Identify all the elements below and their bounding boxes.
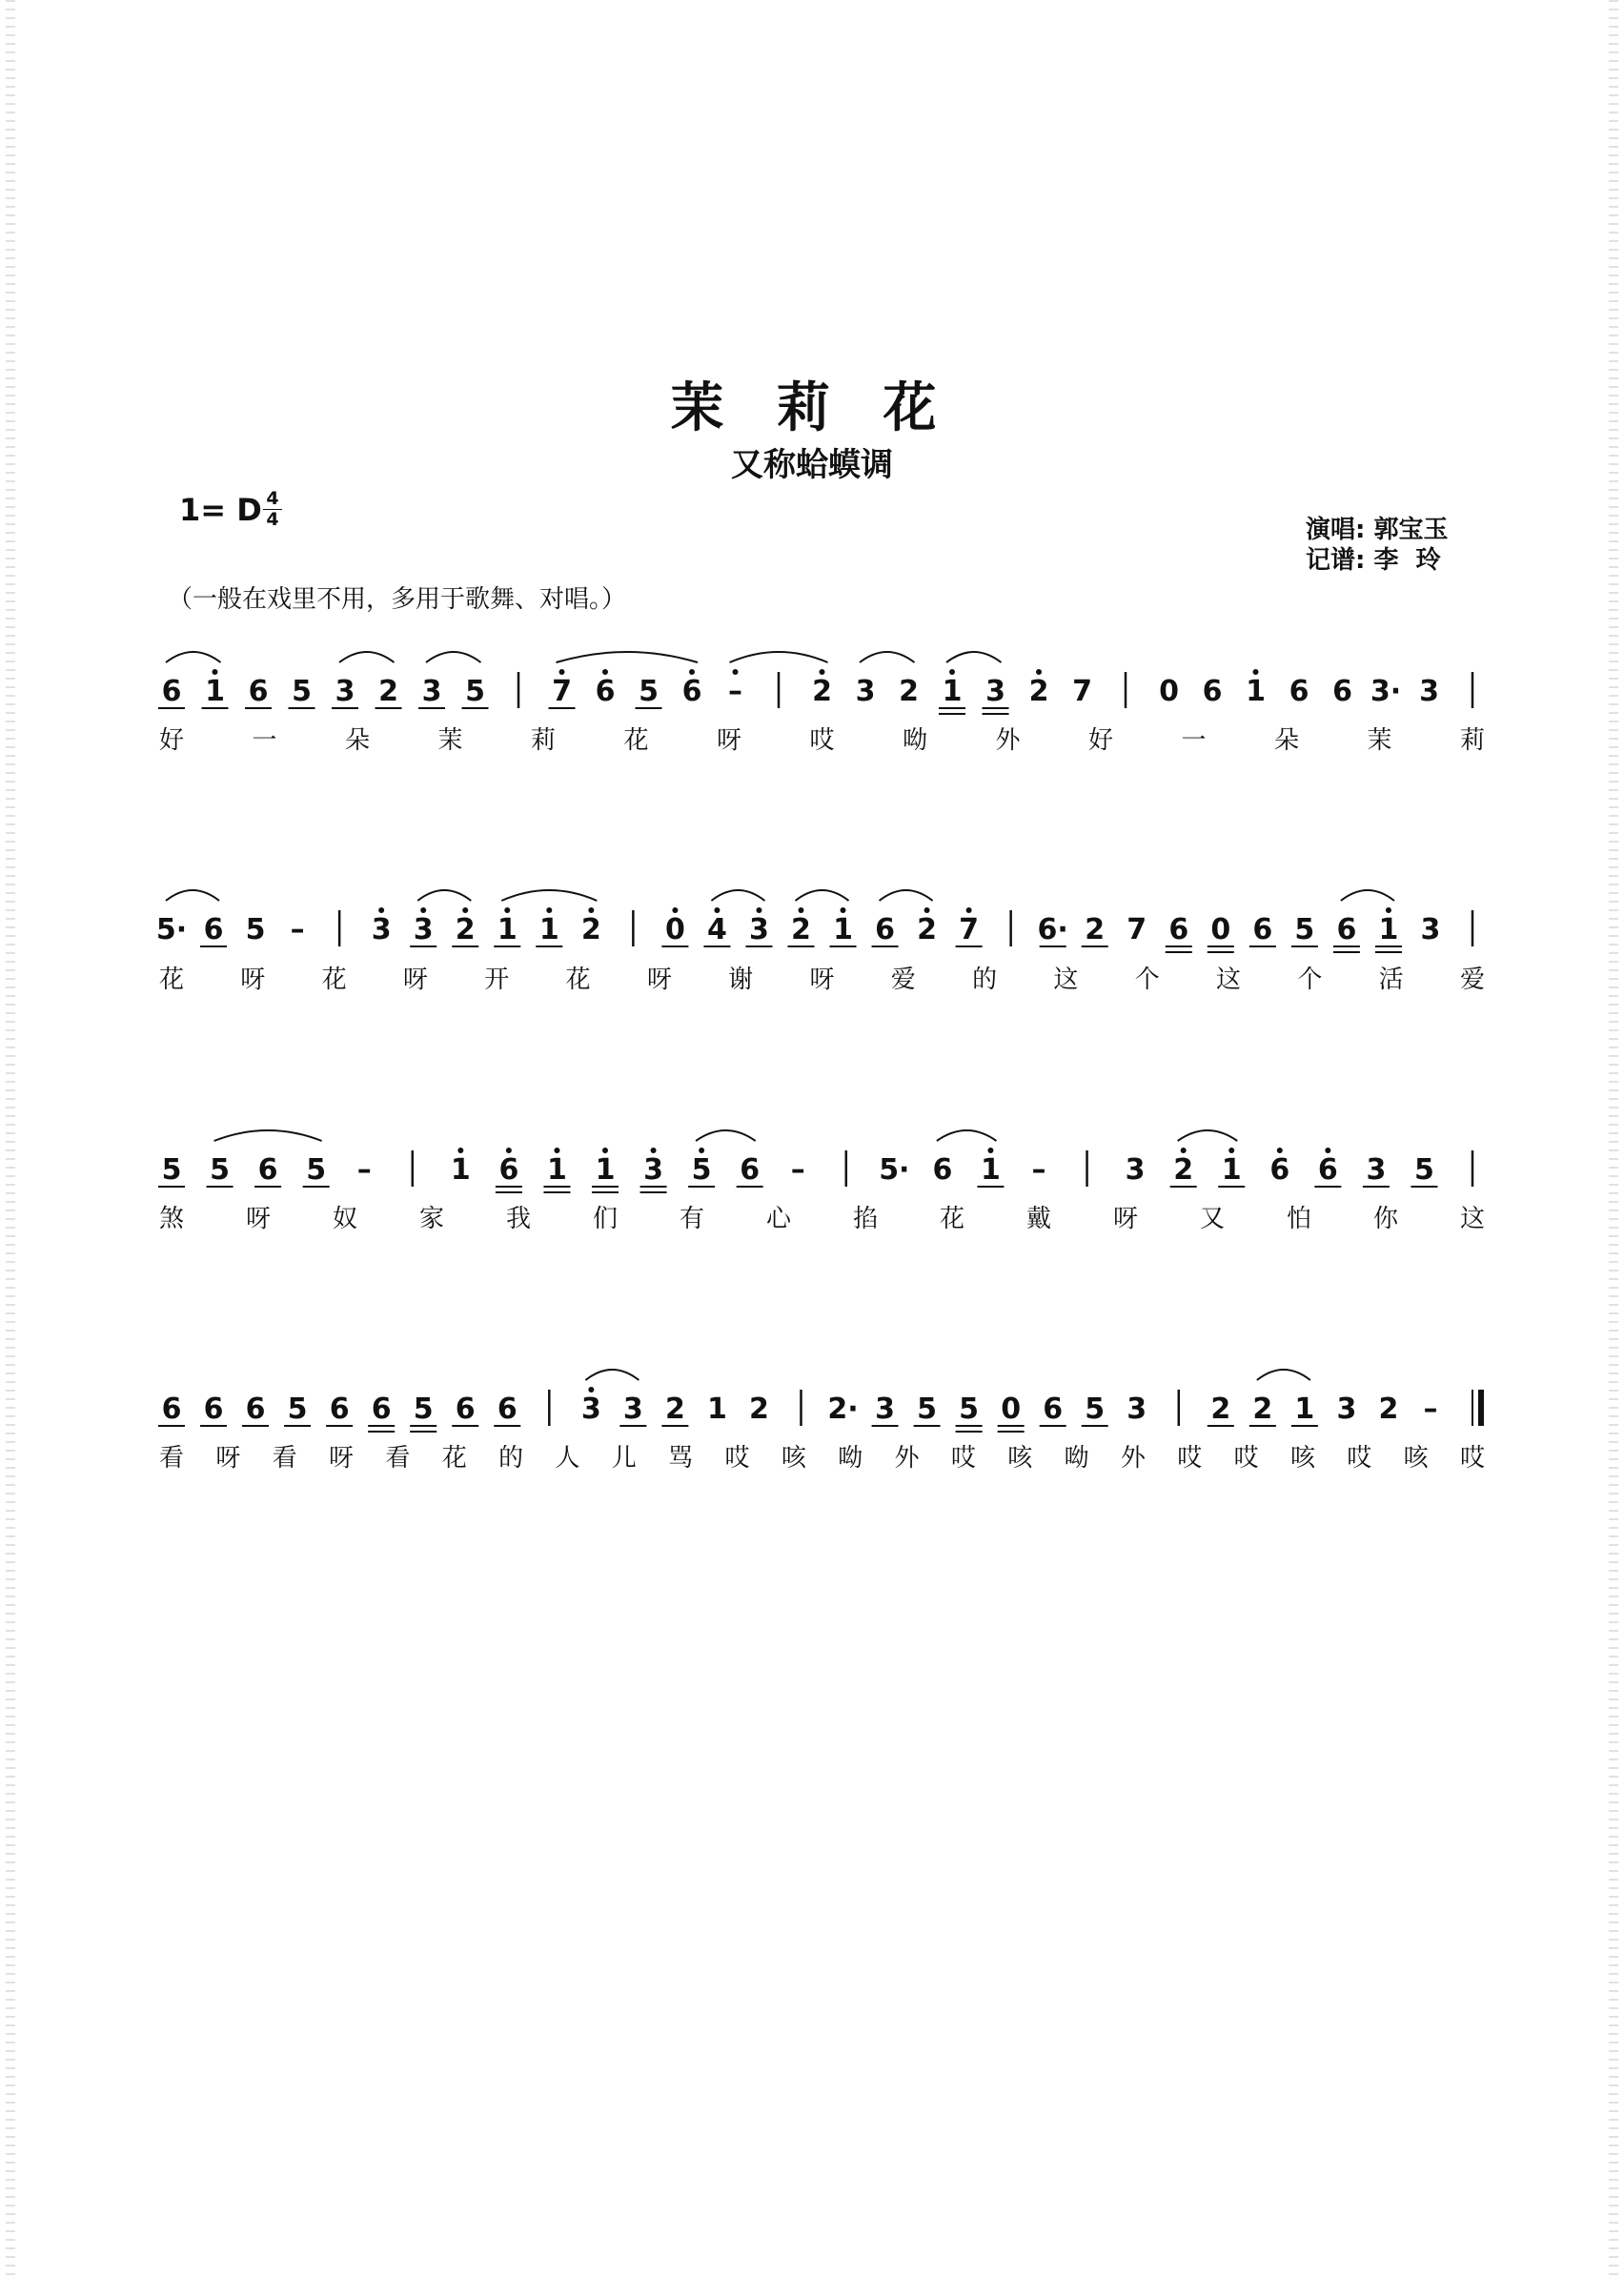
slur xyxy=(795,890,848,901)
jianpu-note: 6 xyxy=(932,1153,953,1187)
lyric-char: 哎 xyxy=(1347,1444,1372,1473)
octave-dot xyxy=(588,907,594,913)
jianpu-note: 1 xyxy=(595,1153,616,1187)
lyric-char: 呀 xyxy=(809,966,835,994)
jianpu-note: 6 xyxy=(498,1153,519,1187)
slur xyxy=(339,652,395,662)
lyric-char: 你 xyxy=(1372,1205,1399,1233)
jianpu-note: 6 xyxy=(1202,675,1223,708)
lyric-char: 外 xyxy=(995,726,1021,755)
octave-dot xyxy=(924,907,930,913)
lyric-char: 怕 xyxy=(1286,1205,1312,1233)
lyric-char: 花 xyxy=(623,726,649,755)
jianpu-note: 2 xyxy=(1378,1393,1399,1426)
jianpu-note: 5 xyxy=(691,1153,712,1187)
jianpu-note: 1 xyxy=(547,1153,567,1187)
slur xyxy=(166,652,221,662)
jianpu-note: 6 xyxy=(161,675,182,708)
jianpu-note: 6 xyxy=(1043,1393,1064,1426)
jianpu-note: 5· xyxy=(879,1153,910,1187)
slur xyxy=(1257,1370,1310,1380)
jianpu-note: 3· xyxy=(1370,675,1402,708)
jianpu-note: 2 xyxy=(791,913,811,946)
octave-dot xyxy=(588,1387,594,1393)
jianpu-note: 5 xyxy=(210,1153,230,1187)
jianpu-note: 1 xyxy=(981,1153,1001,1187)
octave-dot xyxy=(420,907,426,913)
octave-dot xyxy=(506,1148,512,1153)
jianpu-note: 1 xyxy=(706,1393,727,1426)
lyric-char: 儿 xyxy=(611,1444,637,1473)
jianpu-note: 3 xyxy=(371,913,392,946)
lyric-char: 看 xyxy=(158,1444,185,1473)
lyric-char: 哎 xyxy=(809,726,835,755)
lyric-char: 哎 xyxy=(950,1444,976,1473)
octave-dot xyxy=(462,907,468,913)
lyric-char: 茉 xyxy=(1367,726,1392,755)
jianpu-note: 2 xyxy=(917,913,938,946)
jianpu-note: 3 xyxy=(1419,675,1439,708)
lyric-char: 朵 xyxy=(1273,726,1300,755)
octave-dot xyxy=(651,1148,657,1153)
lyric-char: 莉 xyxy=(530,726,557,755)
lyric-char: 莉 xyxy=(1459,726,1486,755)
jianpu-note: 3 xyxy=(413,913,434,946)
jianpu-note: 7 xyxy=(552,675,572,708)
octave-dot xyxy=(756,907,761,913)
octave-dot xyxy=(672,907,678,913)
octave-dot xyxy=(841,907,846,913)
jianpu-note: 0 xyxy=(1001,1393,1022,1426)
lyric-char: 奴 xyxy=(332,1205,358,1233)
jianpu-note: 3 xyxy=(1366,1153,1387,1187)
lyric-char: 心 xyxy=(765,1205,792,1233)
lyric-char: 花 xyxy=(321,966,347,994)
lyric-char: 的 xyxy=(972,966,998,994)
octave-dot xyxy=(1325,1148,1330,1153)
lyric-char: 开 xyxy=(484,966,510,994)
jianpu-note: 5 xyxy=(465,675,485,708)
octave-dot xyxy=(1181,1148,1187,1153)
jianpu-note: 6 xyxy=(1252,913,1273,946)
jianpu-note: – xyxy=(1031,1153,1046,1187)
octave-dot xyxy=(504,907,510,913)
lyric-char: 呀 xyxy=(646,966,672,994)
lyric-char: 花 xyxy=(441,1444,467,1473)
lyric-char: 呀 xyxy=(245,1205,272,1233)
jianpu-note: 6 xyxy=(1317,1153,1338,1187)
jianpu-note: 2 xyxy=(749,1393,769,1426)
lyric-char: 花 xyxy=(565,966,591,994)
lyric-char: 呀 xyxy=(329,1444,355,1473)
octave-dot xyxy=(213,669,218,675)
jianpu-note: 6 xyxy=(455,1393,476,1426)
jianpu-note: 6 xyxy=(681,675,702,708)
jianpu-note: 3 xyxy=(1127,1393,1147,1426)
lyric-char: 家 xyxy=(418,1205,445,1233)
slur xyxy=(937,1130,997,1141)
slur xyxy=(880,890,933,901)
slur xyxy=(1341,890,1394,901)
jianpu-note: 7 xyxy=(1127,913,1147,946)
jianpu-note: 2 xyxy=(455,913,476,946)
jianpu-note: 1 xyxy=(942,675,963,708)
slur xyxy=(417,890,471,901)
jianpu-note: 5 xyxy=(287,1393,308,1426)
lyric-char: 呀 xyxy=(402,966,428,994)
lyric-char: 外 xyxy=(1120,1444,1146,1473)
lyric-char: 人 xyxy=(555,1444,580,1473)
slur xyxy=(860,652,915,662)
lyric-char: 谢 xyxy=(728,966,754,994)
jianpu-note: 3 xyxy=(622,1393,643,1426)
song-subtitle: 又称蛤蟆调 xyxy=(731,446,893,484)
octave-dot xyxy=(554,1148,559,1153)
octave-dot xyxy=(1386,907,1391,913)
lyric-char: 煞 xyxy=(158,1205,185,1233)
jianpu-note: 5 xyxy=(161,1153,182,1187)
jianpu-note: – xyxy=(290,913,305,946)
jianpu-note: 1 xyxy=(205,675,225,708)
lyric-char: 们 xyxy=(592,1205,619,1233)
jianpu-note: 6 xyxy=(1168,913,1189,946)
jianpu-note: 3 xyxy=(421,675,442,708)
lyric-char: 掐 xyxy=(852,1205,879,1233)
final-barline xyxy=(1478,1390,1484,1426)
jianpu-note: 3 xyxy=(335,675,355,708)
jianpu-note: 1 xyxy=(1221,1153,1242,1187)
lyric-char: 哎 xyxy=(1459,1444,1486,1473)
jianpu-note: 1 xyxy=(497,913,518,946)
jianpu-note: 5 xyxy=(959,1393,980,1426)
lyric-char: 呦 xyxy=(1064,1444,1089,1473)
jianpu-note: 6 xyxy=(203,1393,224,1426)
key-signature: 1= D xyxy=(179,492,262,528)
lyric-char: 外 xyxy=(894,1444,920,1473)
jianpu-note: 5 xyxy=(245,913,266,946)
jianpu-note: 0 xyxy=(664,913,685,946)
octave-dot xyxy=(378,907,384,913)
lyric-char: 花 xyxy=(939,1205,965,1233)
octave-dot xyxy=(602,669,608,675)
jianpu-note: – xyxy=(790,1153,805,1187)
octave-dot xyxy=(1036,669,1042,675)
octave-dot xyxy=(987,1148,993,1153)
notation-name: 李 玲 xyxy=(1373,546,1441,575)
jianpu-note: 6 xyxy=(203,913,224,946)
lyric-char: 咳 xyxy=(1289,1444,1315,1473)
jianpu-note: 6 xyxy=(371,1393,392,1426)
jianpu-note: 6 xyxy=(161,1393,182,1426)
lyric-char: 呦 xyxy=(838,1444,863,1473)
lyric-char: 爱 xyxy=(890,966,916,994)
slur xyxy=(696,1130,756,1141)
jianpu-note: 5 xyxy=(1085,1393,1106,1426)
jianpu-note: 3 xyxy=(580,1393,601,1426)
lyric-char: 看 xyxy=(385,1444,411,1473)
jianpu-note: – xyxy=(356,1153,372,1187)
jianpu-note: 5 xyxy=(1294,913,1315,946)
octave-dot xyxy=(1277,1148,1283,1153)
jianpu-note: 3 xyxy=(643,1153,663,1187)
jianpu-note: 5 xyxy=(292,675,312,708)
jianpu-note: 5 xyxy=(639,675,659,708)
jianpu-note: 1 xyxy=(450,1153,471,1187)
lyric-char: 呦 xyxy=(902,726,928,755)
lyric-char: 呀 xyxy=(716,726,742,755)
lyric-char: 咳 xyxy=(781,1444,806,1473)
jianpu-note: 1 xyxy=(1378,913,1399,946)
lyric-char: 这 xyxy=(1216,966,1242,994)
lyric-char: 咳 xyxy=(1403,1444,1429,1473)
singer-label: 演唱: xyxy=(1306,516,1366,544)
jianpu-note: – xyxy=(1423,1393,1438,1426)
octave-dot xyxy=(714,907,720,913)
jianpu-note: – xyxy=(728,675,742,708)
lyric-char: 朵 xyxy=(344,726,371,755)
jianpu-note: 6 xyxy=(245,1393,266,1426)
jianpu-note: 5· xyxy=(155,913,188,946)
slur xyxy=(1178,1130,1238,1141)
octave-dot xyxy=(1253,669,1259,675)
lyric-char: 骂 xyxy=(668,1444,694,1473)
time-signature-bottom: 4 xyxy=(266,509,279,530)
lyric-char: 呀 xyxy=(215,1444,241,1473)
slur xyxy=(426,652,481,662)
lyric-char: 一 xyxy=(252,726,277,755)
slur xyxy=(501,890,597,901)
performance-note: （一般在戏里不用，多用于歌舞、对唱。） xyxy=(168,585,627,614)
jianpu-note: 7 xyxy=(1072,675,1092,708)
jianpu-note: 1 xyxy=(1294,1393,1315,1426)
jianpu-note: 2 xyxy=(580,913,601,946)
lyric-char: 好 xyxy=(1087,726,1114,755)
lyric-char: 哎 xyxy=(1177,1444,1203,1473)
jianpu-note: 2 xyxy=(1252,1393,1273,1426)
lyric-char: 爱 xyxy=(1459,966,1486,994)
jianpu-note: 2 xyxy=(378,675,398,708)
jianpu-note: 5 xyxy=(917,1393,938,1426)
jianpu-note: 0 xyxy=(1159,675,1179,708)
jianpu-note: 6 xyxy=(1332,675,1352,708)
jianpu-note: 0 xyxy=(1210,913,1231,946)
jianpu-note: 2 xyxy=(1173,1153,1194,1187)
time-signature-top: 4 xyxy=(266,488,279,509)
lyric-char: 呀 xyxy=(1112,1205,1139,1233)
jianpu-note: 1 xyxy=(538,913,559,946)
jianpu-note: 6 xyxy=(595,675,616,708)
jianpu-note: 5 xyxy=(306,1153,327,1187)
lyric-char: 个 xyxy=(1134,966,1160,994)
lyric-char: 又 xyxy=(1199,1205,1226,1233)
octave-dot xyxy=(559,669,565,675)
jianpu-note: 3 xyxy=(875,1393,895,1426)
lyric-char: 一 xyxy=(1181,726,1207,755)
lyric-char: 哎 xyxy=(1233,1444,1259,1473)
lyric-char: 活 xyxy=(1378,966,1404,994)
octave-dot xyxy=(602,1148,608,1153)
jianpu-note: 6· xyxy=(1037,913,1068,946)
octave-dot xyxy=(699,1148,704,1153)
slur xyxy=(557,652,699,662)
slur xyxy=(730,652,828,662)
jianpu-note: 6 xyxy=(740,1153,761,1187)
lyric-char: 哎 xyxy=(724,1444,750,1473)
jianpu-note: 3 xyxy=(1125,1153,1146,1187)
octave-dot xyxy=(966,907,972,913)
singer-name: 郭宝玉 xyxy=(1373,516,1449,544)
jianpu-note: 6 xyxy=(257,1153,278,1187)
jianpu-note: 1 xyxy=(1246,675,1266,708)
octave-dot xyxy=(733,669,739,675)
slur xyxy=(214,1130,322,1141)
jianpu-note: 2· xyxy=(827,1393,859,1426)
jianpu-note: 2 xyxy=(899,675,919,708)
slur xyxy=(166,890,219,901)
octave-dot xyxy=(689,669,695,675)
jianpu-note: 4 xyxy=(706,913,727,946)
octave-dot xyxy=(949,669,955,675)
jianpu-note: 6 xyxy=(497,1393,518,1426)
jianpu-note: 2 xyxy=(1210,1393,1231,1426)
jianpu-note: 6 xyxy=(329,1393,350,1426)
lyric-char: 我 xyxy=(505,1205,532,1233)
jianpu-note: 6 xyxy=(1289,675,1309,708)
jianpu-note: 6 xyxy=(875,913,895,946)
jianpu-note: 2 xyxy=(812,675,832,708)
jianpu-note: 7 xyxy=(959,913,980,946)
lyric-char: 咳 xyxy=(1007,1444,1033,1473)
octave-dot xyxy=(1228,1148,1234,1153)
octave-dot xyxy=(820,669,825,675)
jianpu-note: 3 xyxy=(985,675,1005,708)
jianpu-note: 3 xyxy=(855,675,876,708)
jianpu-note: 1 xyxy=(833,913,853,946)
lyric-char: 这 xyxy=(1053,966,1079,994)
jianpu-note: 2 xyxy=(1028,675,1049,708)
slur xyxy=(585,1370,639,1380)
jianpu-note: 2 xyxy=(664,1393,685,1426)
jianpu-note: 6 xyxy=(1269,1153,1290,1187)
lyric-char: 看 xyxy=(272,1444,297,1473)
jianpu-note: 5 xyxy=(1414,1153,1434,1187)
jianpu-note: 6 xyxy=(248,675,269,708)
jianpu-note: 2 xyxy=(1085,913,1106,946)
octave-dot xyxy=(798,907,803,913)
lyric-char: 好 xyxy=(158,726,185,755)
lyric-char: 的 xyxy=(498,1444,524,1473)
jianpu-note: 6 xyxy=(1336,913,1357,946)
jianpu-note: 3 xyxy=(749,913,769,946)
song-title: 茉 莉 花 xyxy=(670,377,954,439)
lyric-char: 茉 xyxy=(437,726,463,755)
jianpu-note: 5 xyxy=(413,1393,434,1426)
lyric-char: 戴 xyxy=(1025,1205,1052,1233)
lyric-char: 花 xyxy=(158,966,185,994)
octave-dot xyxy=(546,907,552,913)
jianpu-note: 3 xyxy=(1336,1393,1357,1426)
slur xyxy=(946,652,1002,662)
octave-dot xyxy=(457,1148,463,1153)
lyric-char: 有 xyxy=(679,1205,705,1233)
notation-label: 记谱: xyxy=(1306,546,1366,575)
lyric-char: 这 xyxy=(1459,1205,1486,1233)
lyric-char: 个 xyxy=(1297,966,1323,994)
jianpu-note: 3 xyxy=(1420,913,1441,946)
slur xyxy=(711,890,764,901)
lyric-char: 呀 xyxy=(240,966,266,994)
